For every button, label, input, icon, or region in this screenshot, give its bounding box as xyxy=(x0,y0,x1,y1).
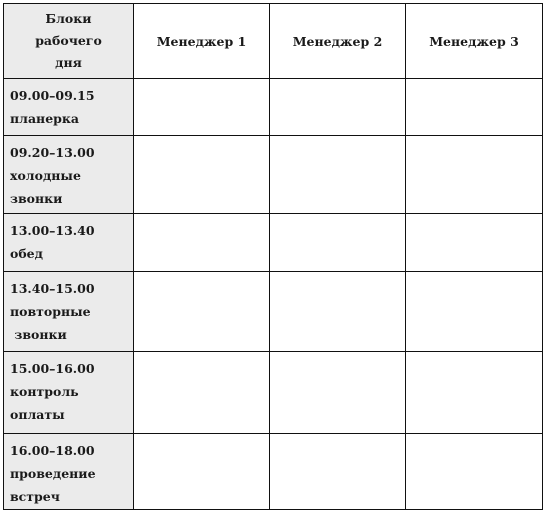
schedule-table xyxy=(3,3,543,510)
row-label xyxy=(4,434,134,510)
table-row xyxy=(4,272,543,352)
table-row xyxy=(4,79,543,136)
cell-manager-2[interactable] xyxy=(270,352,406,434)
row-time: 13.00–13.40 xyxy=(10,223,95,238)
cell-manager-3[interactable] xyxy=(406,272,543,352)
row-activity: контроль xyxy=(10,384,79,399)
cell-manager-1[interactable] xyxy=(134,79,270,136)
table-row xyxy=(4,136,543,214)
cell-manager-3[interactable] xyxy=(406,136,543,214)
header-manager-2: Менеджер 2 xyxy=(270,4,406,79)
cell-manager-3[interactable] xyxy=(406,214,543,272)
header-blocks xyxy=(4,4,134,79)
header-blocks-line-3: дня xyxy=(55,55,82,70)
header-blocks-line-1: Блоки xyxy=(45,11,92,26)
cell-manager-1[interactable] xyxy=(134,352,270,434)
row-time: 15.00–16.00 xyxy=(10,361,95,376)
cell-manager-2[interactable] xyxy=(270,272,406,352)
cell-manager-1[interactable] xyxy=(134,136,270,214)
row-activity: проведение xyxy=(10,466,96,481)
header-row xyxy=(4,4,543,79)
row-time: 13.40–15.00 xyxy=(10,281,95,296)
row-label xyxy=(4,79,134,136)
row-activity: планерка xyxy=(10,111,80,126)
table-row xyxy=(4,214,543,272)
row-activity: обед xyxy=(10,246,43,261)
cell-manager-3[interactable] xyxy=(406,434,543,510)
row-activity-2: встреч xyxy=(10,489,60,504)
row-activity-2: звонки xyxy=(10,327,67,342)
row-label xyxy=(4,136,134,214)
table-row xyxy=(4,352,543,434)
cell-manager-1[interactable] xyxy=(134,214,270,272)
header-manager-1: Менеджер 1 xyxy=(134,4,270,79)
cell-manager-2[interactable] xyxy=(270,434,406,510)
row-time: 16.00–18.00 xyxy=(10,443,95,458)
cell-manager-3[interactable] xyxy=(406,352,543,434)
row-time: 09.00–09.15 xyxy=(10,88,95,103)
row-label xyxy=(4,214,134,272)
row-activity-2: оплаты xyxy=(10,407,65,422)
table-row xyxy=(4,434,543,510)
header-manager-3: Менеджер 3 xyxy=(406,4,543,79)
cell-manager-2[interactable] xyxy=(270,214,406,272)
row-time: 09.20–13.00 xyxy=(10,145,95,160)
cell-manager-1[interactable] xyxy=(134,434,270,510)
cell-manager-2[interactable] xyxy=(270,79,406,136)
row-activity: холодные xyxy=(10,168,81,183)
row-label xyxy=(4,272,134,352)
row-activity-2: звонки xyxy=(10,191,63,206)
cell-manager-1[interactable] xyxy=(134,272,270,352)
header-blocks-line-2: рабочего xyxy=(35,33,102,48)
row-label xyxy=(4,352,134,434)
row-activity: повторные xyxy=(10,304,91,319)
cell-manager-2[interactable] xyxy=(270,136,406,214)
cell-manager-3[interactable] xyxy=(406,79,543,136)
